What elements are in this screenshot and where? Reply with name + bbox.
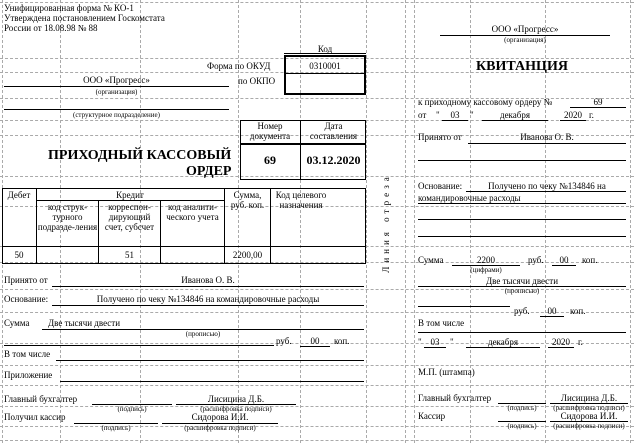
guide-line <box>0 440 634 441</box>
receipt-title: КВИТАНЦИЯ <box>476 59 568 74</box>
date-label: Дата составления <box>309 121 358 141</box>
struct-header: код струк-турного подразде-ления <box>37 202 98 232</box>
received-from-value[interactable]: Иванова О. В. <box>181 275 235 285</box>
receipt-cashier-label: Кассир <box>418 411 446 421</box>
receipt-signature-caption: (подпись) <box>507 404 537 412</box>
receipt-rub-label-2: руб. <box>514 306 530 316</box>
form-line: России от 18.08.98 № 88 <box>4 23 98 33</box>
receipt-sum-label: Сумма <box>418 255 444 265</box>
okud-code[interactable]: 0310001 <box>309 61 341 71</box>
sum-label: Сумма <box>4 318 30 328</box>
cut-line-label: Линия отреза <box>381 173 391 273</box>
receipt-org-caption: (организация) <box>504 36 546 44</box>
receipt-date-day[interactable]: 03 <box>430 337 440 347</box>
receipt-basis-line2[interactable]: командировочные расходы <box>418 193 521 203</box>
receipt-basis-line1[interactable]: Получено по чеку №134846 на <box>488 181 606 191</box>
target-header: Код целевого назначения <box>275 190 327 210</box>
receipt-date-year[interactable]: 2020 <box>552 337 570 347</box>
form-line: Унифицированная форма № КО-1 <box>4 3 134 13</box>
stamp-label: М.П. (штампа) <box>418 367 475 377</box>
receipt-sum-words[interactable]: Две тысячи двести <box>485 276 559 286</box>
receipt-received-label: Принято от <box>418 132 462 142</box>
receipt-chief-label: Главный бухгалтер <box>418 393 492 403</box>
receipt-year[interactable]: 2020 <box>564 110 582 120</box>
order-title-line2: ОРДЕР <box>186 164 232 179</box>
receipt-kop[interactable]: 00 <box>559 255 569 265</box>
guide-line <box>405 0 406 443</box>
receipt-kop-label-2: коп. <box>570 306 586 316</box>
kop-label: коп. <box>334 336 350 346</box>
sum-caption: (прописью) <box>185 330 221 338</box>
analytic-header: код аналити-ческого учета <box>166 202 219 222</box>
to-order-label: к приходному кассовому ордеру № <box>418 97 553 107</box>
signature-caption: (подпись) <box>117 405 147 413</box>
receipt-rub-label: руб. <box>528 255 544 265</box>
guide-line <box>630 0 631 443</box>
from-label: от <box>418 110 427 120</box>
signature-caption: (подпись) <box>101 424 131 432</box>
table-cell[interactable]: 2200,00 <box>232 250 263 260</box>
receipt-basis-label: Основание: <box>418 181 463 191</box>
receipt-cashier-name[interactable]: Сидорова И.И. <box>560 411 618 421</box>
transcript-caption: (расшифровка подписи) <box>200 405 272 413</box>
sum-words[interactable]: Две тысячи двести <box>48 318 121 328</box>
attachment-label: Приложение <box>4 370 53 380</box>
org-caption: (организация) <box>95 88 138 96</box>
kop-value[interactable]: 00 <box>310 336 320 346</box>
code-label: Код <box>317 44 333 54</box>
receipt-incl-label: В том числе <box>418 318 465 328</box>
division-caption: (структурное подразделение) <box>72 111 160 119</box>
debit-header: Дебет <box>7 190 31 200</box>
chief-accountant-label: Главный бухгалтер <box>4 394 78 404</box>
receipt-transcript-caption: (расшифровка подписи) <box>553 404 625 412</box>
form-line: Утверждена постановлением Госкомстата <box>4 13 165 23</box>
incl-label: В том числе <box>4 349 51 359</box>
receipt-sum-digits[interactable]: 2200 <box>477 255 495 265</box>
year-suffix: г. <box>589 110 594 120</box>
basis-label: Основание: <box>4 294 49 304</box>
receipt-day[interactable]: 03 <box>450 110 460 120</box>
receipt-order-number[interactable]: 69 <box>593 97 603 107</box>
guide-line <box>0 385 634 386</box>
cashier-label: Получил кассир <box>4 412 66 422</box>
okud-label: Форма по ОКУД <box>207 61 271 71</box>
receipt-month[interactable]: декабря <box>499 110 531 120</box>
receipt-kop-label: коп. <box>582 255 598 265</box>
receipt-date-year-suffix: г. <box>578 337 583 347</box>
guide-line <box>0 365 634 366</box>
guide-line <box>0 312 634 313</box>
words-caption: (прописью) <box>504 287 540 295</box>
credit-header: Кредит <box>116 190 144 200</box>
sum-header: Сумма, руб. коп. <box>230 190 265 210</box>
corr-header: корреспон-дирующий счет, субсчет <box>104 202 155 232</box>
receipt-date-month[interactable]: декабря <box>487 337 519 347</box>
okpo-label: по ОКПО <box>238 76 276 86</box>
receipt-org-name[interactable]: ООО «Прогресс» <box>491 24 559 34</box>
receipt-signature-caption: (подпись) <box>507 422 537 430</box>
transcript-caption: (расшифровка подписи) <box>184 424 256 432</box>
guide-line <box>366 0 367 443</box>
cashier-name[interactable]: Сидорова И.И. <box>191 412 249 422</box>
order-title: ПРИХОДНЫЙ КАССОВЫЙ <box>48 148 232 163</box>
basis-value[interactable]: Получено по чеку №134846 на командировочные расходы <box>96 294 320 304</box>
doc-number[interactable]: 69 <box>264 153 276 167</box>
receipt-transcript-caption: (расшифровка подписи) <box>553 422 625 430</box>
receipt-received-value[interactable]: Иванова О. В. <box>520 132 574 142</box>
table-cell[interactable]: 50 <box>14 250 24 260</box>
table-cell[interactable]: 51 <box>125 250 134 260</box>
doc-date[interactable]: 03.12.2020 <box>306 153 361 167</box>
doc-number-label: Номер документа <box>249 121 291 141</box>
rub-label: руб. <box>276 336 292 346</box>
receipt-chief-name[interactable]: Лисицина Д.Б. <box>560 393 618 403</box>
chief-accountant-name[interactable]: Лисицина Д.Б. <box>207 394 265 404</box>
org-name[interactable]: ООО «Прогресс» <box>83 75 150 85</box>
received-from-label: Принято от <box>4 275 48 285</box>
receipt-kop-2[interactable]: 00 <box>547 306 557 316</box>
digits-caption: (цифрами) <box>470 266 502 274</box>
